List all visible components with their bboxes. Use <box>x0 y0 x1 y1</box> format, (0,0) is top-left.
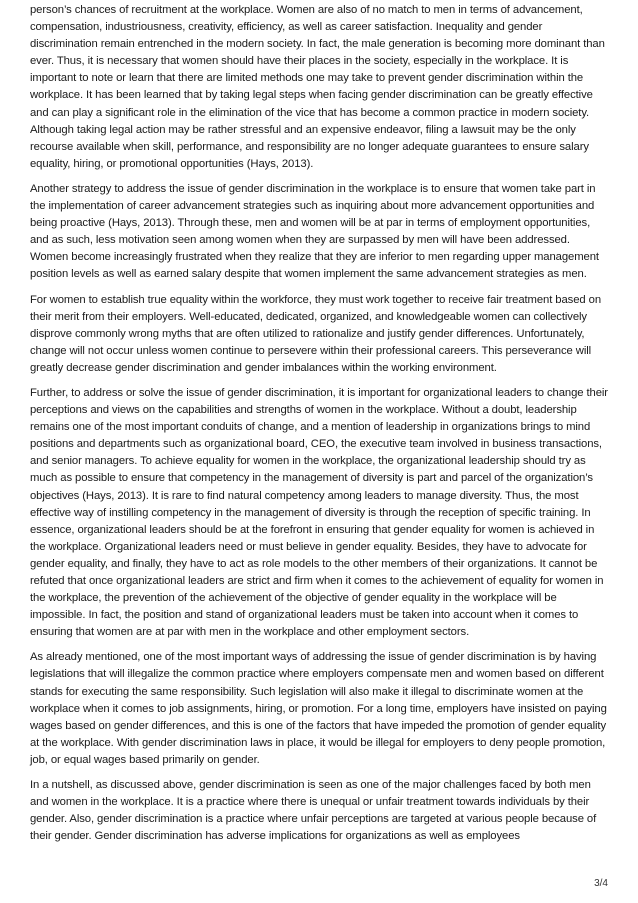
paragraph-5: As already mentioned, one of the most important ways of addressing the issue of gender discrimination is by having legislations that will illegalize the common practice where employers compensate men and women based on different stands for executing the same responsibility. Such legislation will also make it illegal to discriminate women at the workplace when it comes to job assignments, hiring, or promotion. For a long time, employers have insisted on paying wages based on gender differences, and this is one of the factors that have impeded the promotion of gender equality at the workplace. With gender discrimination laws in place, it would be illegal for employers to deny people promotion, job, or equal wages based primarily on gender. <box>30 651 607 766</box>
paragraph-4: Further, to address or solve the issue of gender discrimination, it is important for organizational leaders to change their perceptions and views on the capabilities and strengths of women in the workplace. Without a doubt, leadership remains one of the most important conduits of change, and a mention of leadership in organizations brings to mind positions and departments such as organizational board, CEO, the executive team involved in business transactions, and senior managers. To achieve equality for women in the workplace, the organizational leadership should try as much as possible to ensure that competency in the management of diversity is part and parcel of the organization’s objectives (Hays, 2013). It is rare to find natural competency among leaders to manage diversity. Thus, the most effective way of instilling competency in the management of diversity is through the reception of specific training. In essence, organizational leaders should be at the forefront in ensuring that gender equality for women is achieved in the workplace. Organizational leaders need or must believe in gender equality. Besides, they have to advocate for gender equality, and finally, they have to act as role models to the other members of their organizations. It cannot be refuted that once organizational leaders are strict and firm when it comes to the achievement of equality for women in the workplace, the prevention of the achievement of the objective of gender equality in the workplace will be impossible. In fact, the position and stand of organizational leaders must be taken into account when it comes to ensuring that women are at par with men in the workplace and other employment sectors. <box>30 386 608 639</box>
document-page <box>30 2 610 853</box>
paragraph-1: person’s chances of recruitment at the workplace. Women are also of no match to men in terms of advancement, compensation, industriousness, creativity, efficiency, as well as career satisfaction. Inequality and gender discrimination remain entrenched in the modern society. In fact, the male generation is becoming more dominant than ever. Thus, it is necessary that women should have their places in the society, especially in the workplace. It is important to note or learn that there are limited methods one may take to prevent gender discrimination within the workplace. It has been learned that by taking legal steps when facing gender discrimination can be greatly effective and can play a significant role in the elimination of the vice that has become a common practice in modern society. Although taking legal action may be rather stressful and an expensive endeavor, filing a lawsuit may be the only recourse available when skill, performance, and responsibility are no longer adequate guarantees to ensure salary equality, hiring, or promotional opportunities (Hays, 2013). <box>30 4 605 170</box>
page-number: 3/4 <box>594 878 608 889</box>
paragraph-3: For women to establish true equality within the workforce, they must work together to receive fair treatment based on their merit from their employers. Well-educated, dedicated, organized, and knowledgeable women can collectively disprove commonly wrong myths that are often utilized to rationalize and justify gender differences. Unfortunately, change will not occur unless women continue to persevere within their professional careers. This perseverance will greatly decrease gender discrimination and gender imbalances within the working environment. <box>30 293 601 374</box>
paragraph-2: Another strategy to address the issue of gender discrimination in the workplace is to ensure that women take part in the implementation of career advancement strategies such as inquiring about more advancement opportunities and being proactive (Hays, 2013). Through these, men and women will be at par in terms of employment opportunities, and as such, less motivation seen among women when they are surpassed by men will have been addressed. Women become increasingly frustrated when they realize that they are inferior to men regarding upper management position levels as well as earned salary despite that women implement the same advancement strategies as men. <box>30 182 599 281</box>
paragraph-6: In a nutshell, as discussed above, gender discrimination is seen as one of the major challenges faced by both men and women in the workplace. It is a practice where there is unequal or unfair treatment towards individuals by their gender. Also, gender discrimination is a practice where unfair perceptions are targeted at various people because of their gender. Gender discrimination has adverse implications for organizations as well as employees <box>30 779 597 843</box>
